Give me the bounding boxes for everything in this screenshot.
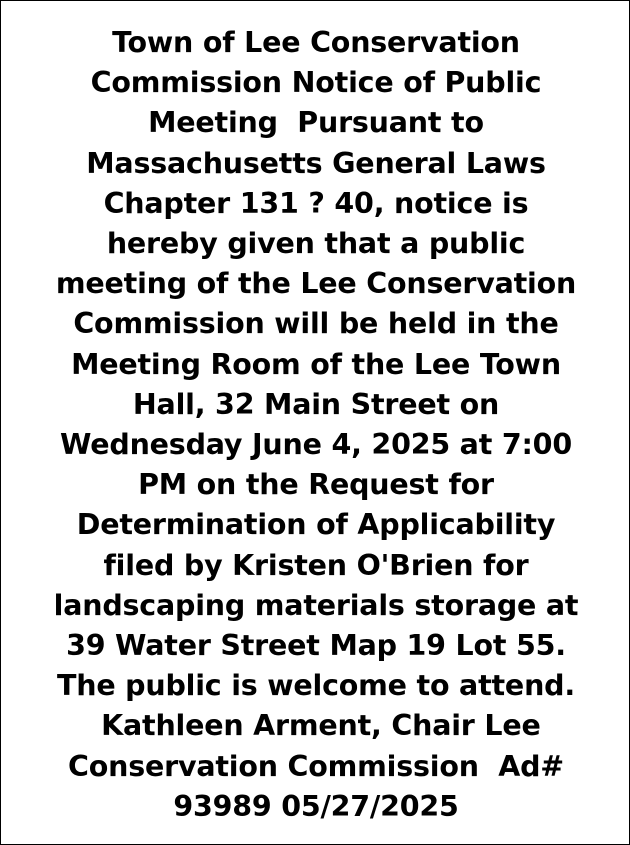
notice-line: 39 Water Street Map 19 Lot 55.	[66, 629, 566, 663]
notice-line: landscaping materials storage at	[53, 588, 579, 622]
notice-line: Conservation Commission Ad#	[68, 749, 564, 783]
notice-line: PM on the Request for	[138, 468, 494, 502]
notice-line: Determination of Applicability	[76, 508, 556, 542]
notice-line: filed by Kristen O'Brien for	[103, 548, 529, 582]
notice-line: Commission Notice of Public	[90, 66, 542, 100]
notice-line: Massachusetts General Laws	[86, 146, 546, 180]
notice-line: The public is welcome to attend.	[57, 669, 575, 703]
notice-line: Hall, 32 Main Street on	[132, 387, 500, 421]
notice-line: Meeting Pursuant to	[148, 106, 484, 140]
notice-line: Wednesday June 4, 2025 at 7:00	[60, 428, 572, 462]
notice-line: Chapter 131 ? 40, notice is	[103, 186, 529, 220]
notice-line: 93989 05/27/2025	[173, 789, 459, 823]
notice-line: Town of Lee Conservation	[112, 26, 520, 59]
notice-line: Kathleen Arment, Chair Lee	[91, 709, 541, 743]
notice-line: hereby given that a public	[106, 227, 526, 261]
notice-line: Commission will be held in the	[73, 307, 559, 341]
notice-text	[1, 23, 630, 827]
notice-line: meeting of the Lee Conservation	[55, 267, 577, 301]
notice-line: Meeting Room of the Lee Town	[71, 347, 561, 381]
